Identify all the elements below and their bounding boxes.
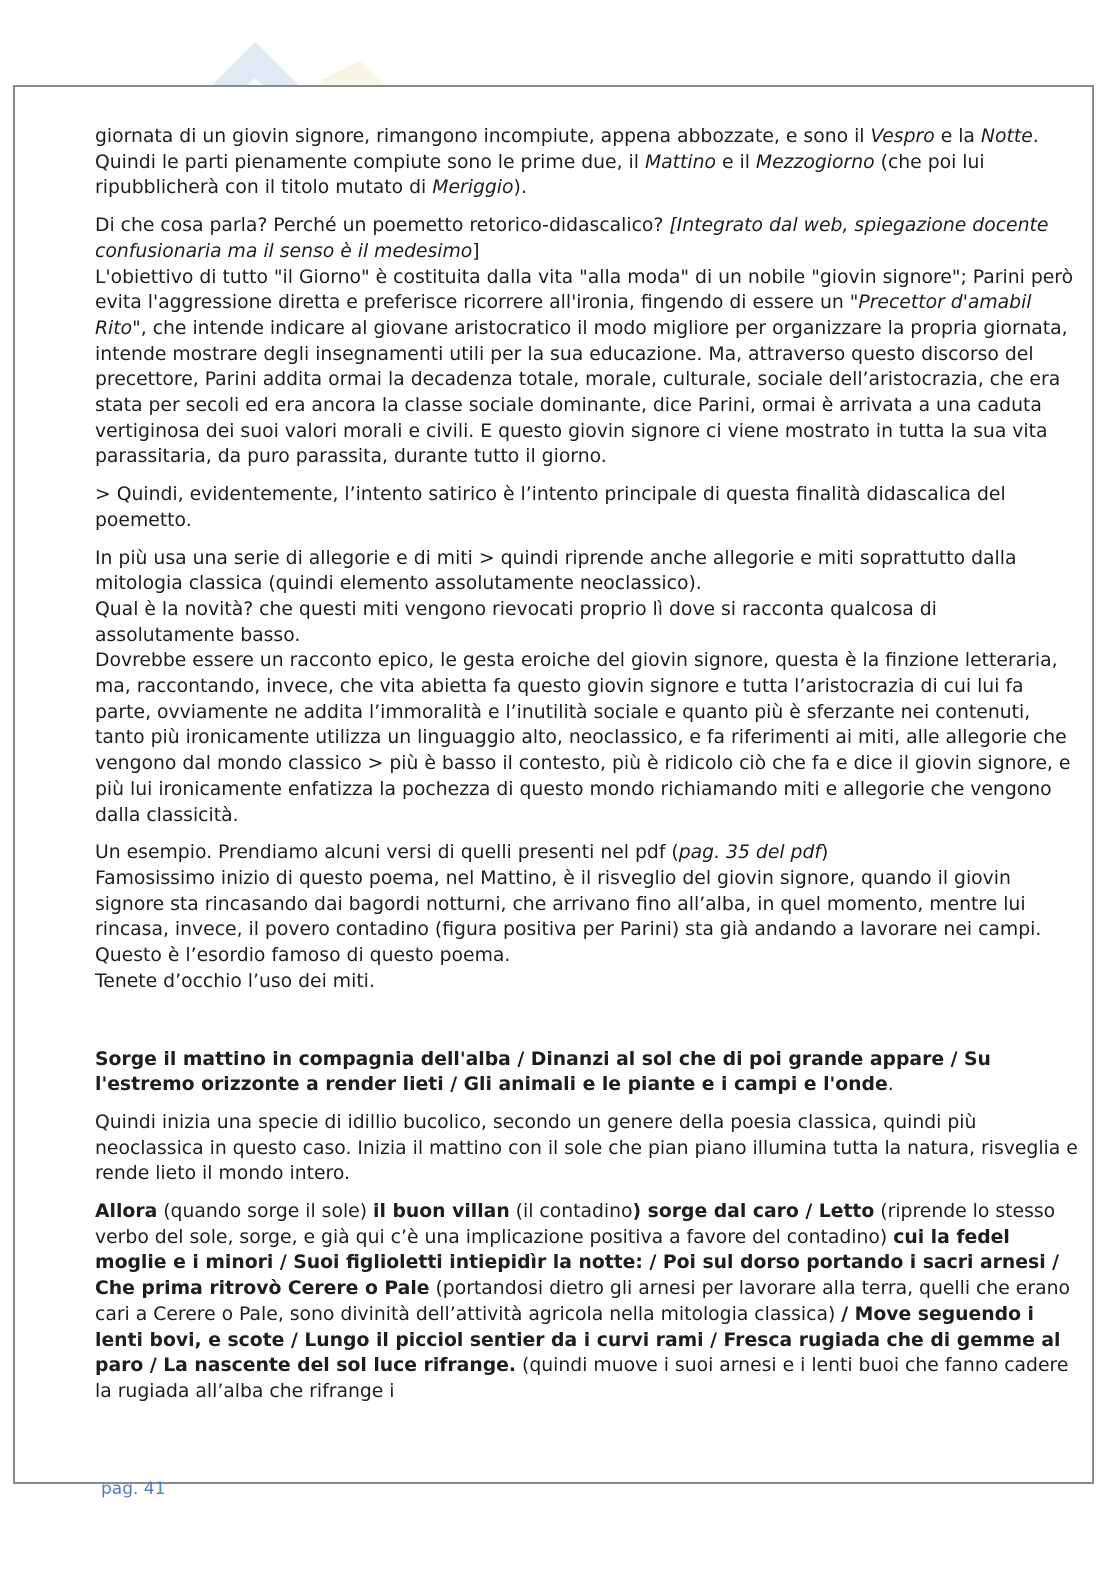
paragraph-example	[95, 840, 1080, 866]
text-run: e la	[934, 126, 981, 147]
title-meriggio: Meriggio	[432, 177, 514, 199]
text-run: giornata di un giovin signore, rimangono incompiute, appena abbozzate, e sono il	[95, 126, 871, 147]
text-run: .	[887, 1074, 894, 1096]
title-mezzogiorno: Mezzogiorno	[755, 151, 875, 173]
paragraph-objective	[95, 265, 1080, 471]
text-run: )	[821, 842, 829, 864]
title-notte: Notte	[980, 126, 1033, 147]
gloss-text: (il contadino	[509, 1201, 633, 1223]
verse-quote-1	[95, 1047, 1080, 1098]
gloss-text: (portandosi dietro gli arnesi per lavorare alla terra, quelli che erano cari a Cerere o Pale, sono divinità dell’attività agricola nella mitologia classica)	[95, 1278, 1070, 1325]
paragraph-idyll: Quindi inizia una specie di idillio bucolico, secondo un genere della poesia classica, quindi più neoclassica in questo caso. Inizia il mattino con il sole che pian piano illumina tutta la natura, risveglia e rende lieto il mondo intero.	[95, 1111, 1078, 1185]
gloss-text: (quindi muove i suoi arnesi e i lenti buoi che fanno cadere la rugiada all’alba che rifrange i	[95, 1355, 1069, 1402]
text-run: ).	[513, 177, 527, 199]
text-run: e il	[716, 151, 756, 173]
text-run: L'obiettivo di tutto "il Giorno" è costituita dalla vita "alla moda" di un nobile "giovin signore"; Parini però evita l'aggressione diretta e preferisce ricorrere all'ironia, fingendo di essere un "	[95, 266, 1074, 314]
quote-precettor: Precettor d'amabil Rito	[95, 292, 1032, 339]
gloss-text: (quando sorge il sole)	[157, 1201, 374, 1223]
paragraph-completed-parts	[95, 150, 1080, 201]
text-run: (che poi lui ripubblicherà con il titolo mutato di	[95, 151, 985, 199]
paragraph-satire: > Quindi, evidentemente, l’intento satirico è l’intento principale di questa finalità didascalica del poemetto.	[95, 484, 1006, 531]
paragraph-question	[95, 213, 1080, 264]
text-run: Quindi le parti pienamente compiute sono le prime due, il	[95, 151, 645, 173]
title-mattino: Mattino	[644, 151, 717, 173]
verse-text: Allora	[95, 1201, 158, 1223]
page-number: pag. 41	[101, 1479, 166, 1499]
verse-text: il buon villan	[373, 1201, 510, 1223]
page-content	[95, 124, 1080, 1417]
verse-text: / Move seguendo i lenti bovi, e scote / Lungo il picciol sentier da i curvi rami / Fresca rugiada che di gemme al paro / La nascente del sol luce rifrange.	[95, 1303, 1061, 1377]
pdf-reference: pag. 35 del pdf	[678, 842, 822, 864]
text-run: ]	[472, 240, 480, 262]
paragraph-allegories: In più usa una serie di allegorie e di miti > quindi riprende anche allegorie e miti soprattutto dalla mitologia classica (quindi elemento assolutamente neoclassico).	[95, 547, 1017, 595]
text-run: ", che intende indicare al giovane aristocratico il modo migliore per organizzare la propria giornata, intende mostrare degli insegnamenti utili per la sua educazione. Ma, attraverso questo discorso del precettore, Parini addita ormai la decadenza totale, morale, culturale, sociale dell’aristocrazia, che era stata per secoli ed era ancora la classe sociale dominante, dice Parini, ormai è arrivata a una caduta vertiginosa dei suoi valori morali e civili. E questo giovin signore ci viene mostrato in tutta la sua vita parassitaria, da puro parassita, durante tutto il giorno.	[95, 317, 1068, 468]
paragraph-myths-note: Tenete d’occhio l’uso dei miti.	[95, 970, 375, 992]
text-run: .	[1032, 126, 1039, 147]
paragraph-novelty: Qual è la novità? che questi miti vengono rievocati proprio lì dove si racconta qualcosa di assolutamente basso.	[95, 598, 937, 646]
verse-text: Sorge il mattino in compagnia dell'alba / Dinanzi al sol che di poi grande appare / Su l'estremo orizzonte a render lieti / Gli animali e le piante e i campi e l'onde	[95, 1048, 991, 1096]
paragraph-famous-opening: Famosissimo inizio di questo poema, nel Mattino, è il risveglio del giovin signore, quando il giovin signore sta rincasando dai bagordi notturni, che arrivano fino all’alba, in quel momento, mentre lui rincasa, invece, il povero contadino (figura positiva per Parini) sta già andando a lavorare nei campi. Questo è l’esordio famoso di questo poema.	[95, 867, 1042, 967]
gloss-text: (riprende lo stesso verbo del sole, sorge, e già qui c’è una implicazione positiva a favore del contadino)	[95, 1201, 1056, 1248]
editor-note: [Integrato dal web, spiegazione docente confusionaria ma il senso è il medesimo	[95, 215, 1049, 262]
verse-text: cui la fedel moglie e i minori / Suoi figlioletti intiepidìr la notte: / Poi sul dorso portando i sacri arnesi / Che prima ritrovò Cerere o Pale	[95, 1226, 1060, 1300]
text-run: Di che cosa parla? Perché un poemetto retorico-didascalico?	[95, 215, 670, 237]
paragraph-epic: Dovrebbe essere un racconto epico, le gesta eroiche del giovin signore, questa è la finzione letteraria, ma, raccontando, invece, che vita abietta fa questo giovin signore e tutta l’aristocrazia di cui lui fa parte, ovviamente ne addita l’immoralità e l’inutilità sociale e quanto più è sferzante nei contenuti, tanto più ironicamente utilizza un linguaggio alto, neoclassico, e fa riferimenti ai miti, alle allegorie che vengono dal mondo classico > più è basso il contesto, più è ridicolo ciò che fa e dice il giovin signore, e più lui ironicamente enfatizza la pochezza di questo mondo richiamando miti e allegorie che vengono dalla classicità.	[95, 650, 1071, 826]
spacer	[95, 1007, 1080, 1047]
paragraph-intro-continuation	[95, 124, 1080, 150]
paragraph-villan	[95, 1199, 1080, 1405]
verse-text: ) sorge dal caro / Letto	[632, 1201, 875, 1223]
title-vespro: Vespro	[870, 126, 935, 147]
text-run: Un esempio. Prendiamo alcuni versi di quelli presenti nel pdf (	[95, 842, 679, 864]
